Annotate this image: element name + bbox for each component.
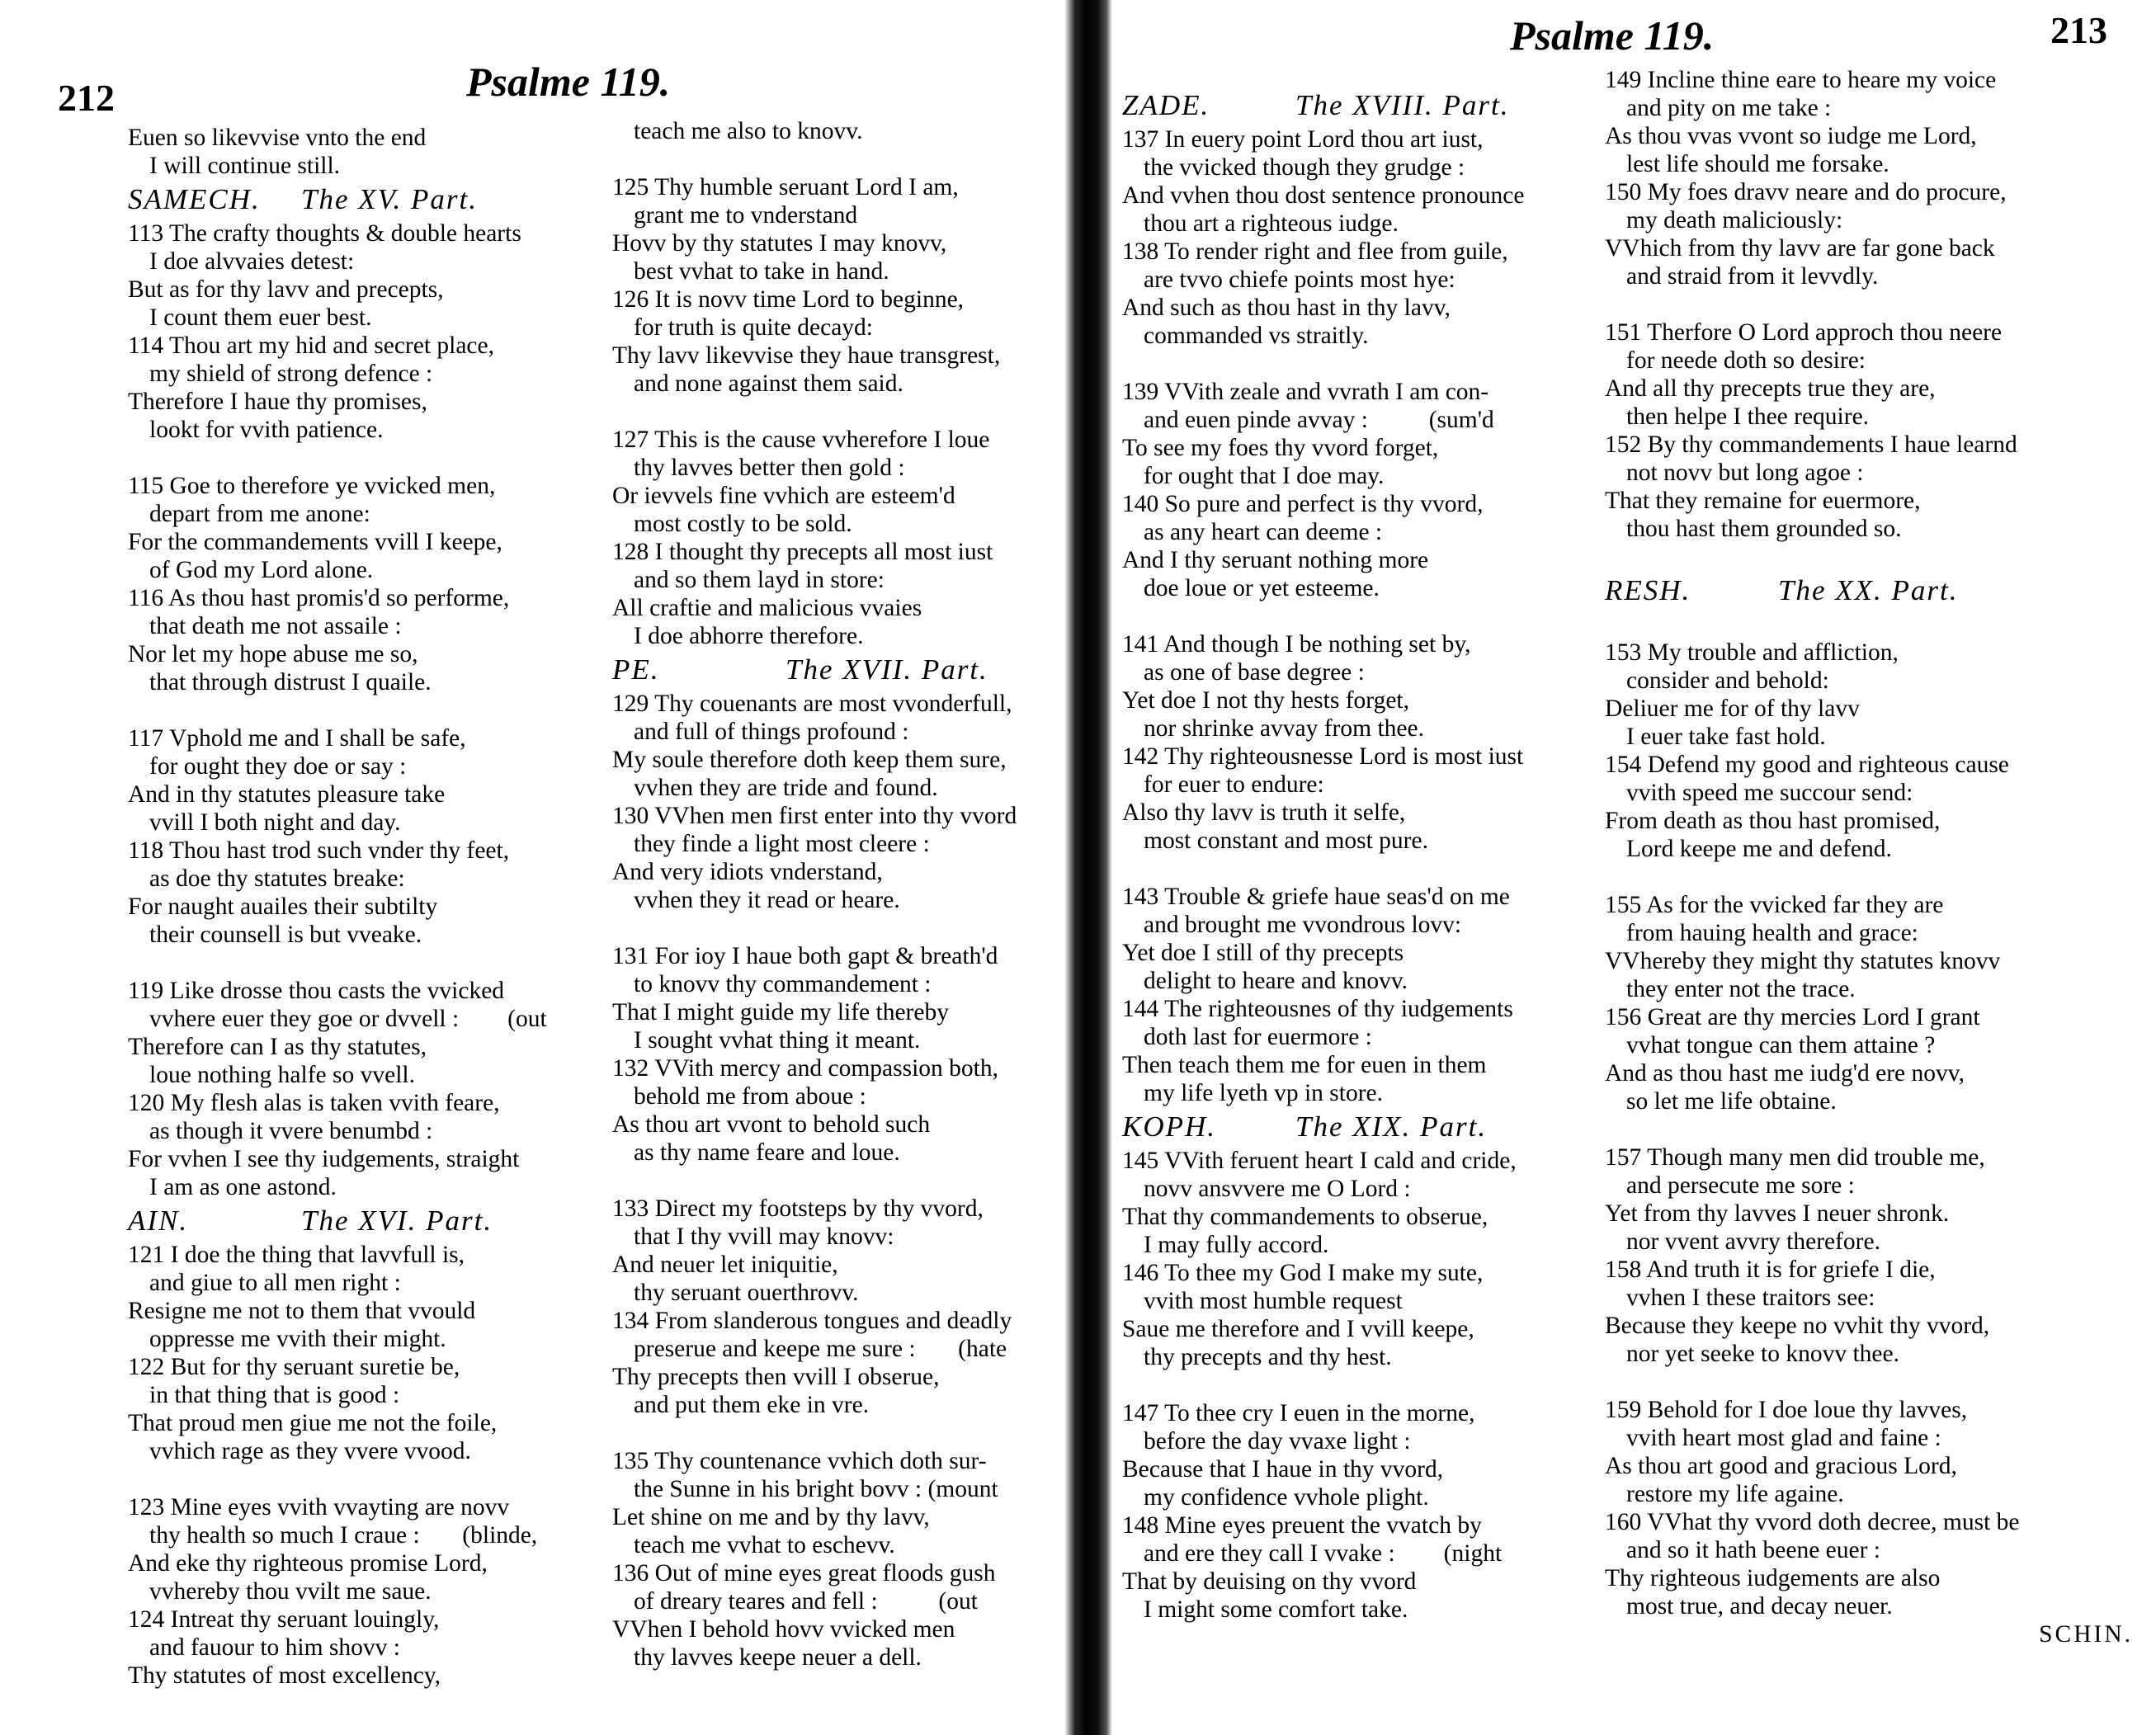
verse-line: and full of things profound : [634,719,909,745]
verse-line: I doe alvvaies detest: [149,248,355,275]
verse-line: vvhen I these traitors see: [1626,1285,1875,1311]
verse-line: I euer take fast hold. [1626,724,1826,750]
right-page-column-1 [1122,86,1609,1624]
verse-line: 123 Mine eyes vvith vvayting are novv [128,1494,510,1520]
verse-line: As thou vvas vvont so iudge me Lord, [1605,123,1977,149]
verse-line: Saue me therefore and I vvill keepe, [1122,1316,1474,1342]
verse-line: my confidence vvhole plight. [1144,1484,1429,1511]
verse-line: vvhen they are tride and found. [634,775,938,801]
verse-line: As thou art vvont to behold such [612,1111,931,1138]
verse-line: for truth is quite decayd: [634,314,874,341]
verse-line: thy lavves better then gold : [634,455,905,481]
verse-line: in that thing that is good : [149,1382,400,1408]
verse-line: VVhich from thy lavv are far gone back [1605,235,1995,262]
verse-line: lest life should me forsake. [1626,151,1889,177]
verse-line: I will continue still. [149,153,341,179]
verse-line: and persecute me sore : [1626,1172,1855,1199]
right-page-number: 213 [2050,9,2107,51]
verse-line: lookt for vvith patience. [149,417,384,443]
verse-line: and fauour to him shovv : [149,1634,400,1661]
stanza-gap [1122,1371,1609,1399]
verse-line: Nor let my hope abuse me so, [128,641,418,667]
verse-line: And neuer let iniquitie, [612,1252,838,1278]
verse-line: And in thy statutes pleasure take [128,781,446,808]
verse-line: Then teach them me for euen in them [1122,1052,1487,1078]
verse-line: doe loue or yet esteeme. [1144,575,1380,601]
verse-line: nor shrinke avvay from thee. [1144,715,1424,742]
stanza-gap [612,145,1074,173]
stanza-gap [1605,863,2141,891]
right-page-column-2 [1605,66,2141,1648]
verse-line: and brought me vvondrous lovv: [1144,912,1462,938]
verse-line: 146 To thee my God I make my sute, [1122,1260,1484,1286]
verse-line: for ought they doe or say : [149,753,407,780]
verse-line: Lord keepe me and defend. [1626,836,1892,862]
verse-line: I count them euer best. [149,304,372,331]
part-heading: The XVIII. Part. [1295,89,1510,121]
verse-line: thy seruant ouerthrovv. [634,1280,859,1306]
verse-line: 126 It is novv time Lord to beginne, [612,286,965,313]
section-heading [612,650,1074,690]
verse-line: of dreary teares and fell : (out [634,1588,978,1615]
verse-line: 142 Thy righteousnesse Lord is most iust [1122,743,1524,770]
verse-line: 135 Thy countenance vvhich doth sur- [612,1448,987,1474]
verse-line: not novv but long agoe : [1626,460,1864,486]
verse-line: thy health so much I craue : (blinde, [149,1522,538,1549]
part-heading: The XIX. Part. [1295,1110,1488,1143]
verse-line: doth last for euermore : [1144,1024,1372,1050]
verse-line: vvith heart most glad and faine : [1626,1425,1941,1451]
verse-line: My soule therefore doth keep them sure, [612,747,1007,773]
verse-line: Deliuer me for of thy lavv [1605,695,1860,722]
verse-line: 115 Goe to therefore ye vvicked men, [128,473,496,499]
verse-line: 150 My foes dravv neare and do procure, [1605,179,2007,205]
section-heading [1122,1107,1609,1147]
verse-line: consider and behold: [1626,667,1829,694]
verse-line: 158 And truth it is for griefe I die, [1605,1256,1936,1283]
verse-line: That thy commandements to obserue, [1122,1204,1488,1230]
verse-line: as thy name feare and loue. [634,1139,900,1166]
part-heading: The XV. Part. [301,183,478,215]
verse-line: And such as thou hast in thy lavv, [1122,295,1451,321]
verse-line: oppresse me vvith their might. [149,1326,446,1352]
verse-line: vvhen they it read or heare. [634,887,900,913]
part-heading: The XVII. Part. [786,653,988,686]
section-heading [128,1201,606,1241]
verse-line: for neede doth so desire: [1626,347,1866,374]
verse-line: 134 From slanderous tongues and deadly [612,1308,1012,1334]
verse-line: delight to heare and knovv. [1144,968,1408,994]
verse-line: 160 VVhat thy vvord doth decree, must be [1605,1509,2020,1535]
verse-line: 117 Vphold me and I shall be safe, [128,725,466,752]
verse-line: my shield of strong defence : [149,361,433,387]
verse-line: And I thy seruant nothing more [1122,547,1429,573]
verse-line: 144 The righteousnes of thy iudgements [1122,996,1513,1022]
hebrew-letter-heading: ZADE. [1122,89,1210,121]
catchword: SCHIN. [2039,1621,2133,1648]
verse-line: vvill I both night and day. [149,809,401,836]
verse-line: 152 By thy commandements I haue learnd [1605,431,2017,458]
section-heading [1122,86,1609,125]
right-running-title: Psalme 119. [1510,12,1715,59]
verse-line: 129 Thy couenants are most vvonderfull, [612,691,1012,717]
verse-line: 133 Direct my footsteps by thy vvord, [612,1195,984,1222]
stanza-gap [1605,1115,2141,1143]
verse-line: preserue and keepe me sure : (hate [634,1336,1007,1362]
verse-line: 140 So pure and perfect is thy vvord, [1122,491,1484,517]
stanza-gap [1605,290,2141,318]
verse-line: Thy righteous iudgements are also [1605,1565,1941,1591]
verse-line: 143 Trouble & griefe haue seas'd on me [1122,884,1510,910]
verse-line: that I thy vvill may knovv: [634,1223,894,1250]
verse-line: 157 Though many men did trouble me, [1605,1144,1985,1171]
verse-line: 149 Incline thine eare to heare my voice [1605,67,1997,93]
verse-line: To see my foes thy vvord forget, [1122,435,1439,461]
hebrew-letter-heading: AIN. [128,1205,189,1237]
verse-line: most costly to be sold. [634,511,852,537]
verse-line: 122 But for thy seruant suretie be, [128,1354,460,1380]
verse-line: 119 Like drosse thou casts the vvicked [128,978,505,1004]
verse-line: VVhereby they might thy statutes knovv [1605,948,2001,974]
verse-line: Or ievvels fine vvhich are esteem'd [612,483,955,509]
verse-line: thy lavves keepe neuer a dell. [634,1644,922,1671]
verse-line: and ere they call I vvake : (night [1144,1540,1503,1567]
verse-line: 151 Therfore O Lord approch thou neere [1605,319,2003,346]
verse-line: Therefore I haue thy promises, [128,389,427,415]
verse-line: most constant and most pure. [1144,827,1428,854]
verse-line: For the commandements vvill I keepe, [128,529,502,555]
verse-line: vvhat tongue can them attaine ? [1626,1032,1936,1058]
verse-line: As thou art good and gracious Lord, [1605,1453,1957,1479]
verse-line: I may fully accord. [1144,1232,1329,1258]
verse-line: and so them layd in store: [634,567,885,593]
verse-line: 145 VVith feruent heart I cald and cride, [1122,1148,1517,1174]
verse-line: their counsell is but vveake. [149,922,422,948]
verse-line: nor vvent avvry therefore. [1626,1228,1880,1255]
stanza-gap [1605,543,2141,571]
verse-line: 130 VVhen men first enter into thy vvord [612,803,1017,829]
verse-line: 113 The crafty thoughts & double hearts [128,220,521,247]
verse-line: they enter not the trace. [1626,976,1856,1002]
verse-line: novv ansvvere me O Lord : [1144,1176,1411,1202]
verse-line: loue nothing halfe so vvell. [149,1062,415,1088]
verse-line: And all thy precepts true they are, [1605,375,1936,402]
verse-line: then helpe I thee require. [1626,403,1870,430]
verse-line: I sought vvhat thing it meant. [634,1027,921,1054]
verse-line: from hauing health and grace: [1626,920,1918,946]
verse-line: 138 To render right and flee from guile, [1122,238,1508,265]
verse-line: 154 Defend my good and righteous cause [1605,752,2009,778]
verse-line: 124 Intreat thy seruant louingly, [128,1606,440,1633]
verse-line: and giue to all men right : [149,1270,401,1296]
left-page-column-2 [612,117,1074,1671]
left-page-number: 212 [58,77,115,119]
verse-line: 131 For ioy I haue both gapt & breath'd [612,943,998,969]
verse-line: the Sunne in his bright bovv : (mount [634,1476,998,1502]
stanza-gap [1605,611,2141,639]
stanza-gap [128,444,606,472]
verse-line: Hovv by thy statutes I may knovv, [612,230,947,257]
verse-line: nor yet seeke to knovv thee. [1626,1341,1899,1367]
verse-line: Therefore can I as thy statutes, [128,1034,427,1060]
stanza-gap [612,914,1074,942]
verse-line: That by deuising on thy vvord [1122,1568,1417,1595]
verse-line: the vvicked though they grudge : [1144,154,1465,181]
hebrew-letter-heading: PE. [612,653,660,686]
verse-line: they finde a light most cleere : [634,831,930,857]
verse-line: thou hast them grounded so. [1626,516,1902,542]
verse-line: I doe abhorre therefore. [634,623,864,649]
verse-line: 114 Thou art my hid and secret place, [128,332,494,359]
verse-line: And very idiots vnderstand, [612,859,883,885]
verse-line: before the day vvaxe light : [1144,1428,1411,1454]
verse-line: as though it vvere benumbd : [149,1118,433,1144]
section-heading [1605,571,2141,611]
verse-line: that death me not assaile : [149,613,402,639]
verse-line: I might some comfort take. [1144,1596,1408,1623]
verse-line: 153 My trouble and affliction, [1605,639,1899,666]
stanza-gap [1122,855,1609,883]
stanza-gap [128,949,606,977]
verse-line: as any heart can deeme : [1144,519,1383,545]
verse-line: 120 My flesh alas is taken vvith feare, [128,1090,500,1116]
verse-line: I am as one astond. [149,1174,337,1200]
verse-line: thy precepts and thy hest. [1144,1344,1392,1370]
verse-line: Yet from thy lavves I neuer shronk. [1605,1200,1950,1227]
verse-line: 136 Out of mine eyes great floods gush [612,1560,996,1586]
verse-line: Thy lavv likevvise they haue transgrest, [612,342,1001,369]
verse-line: 148 Mine eyes preuent the vvatch by [1122,1512,1482,1539]
verse-line: Resigne me not to them that vvould [128,1298,476,1324]
part-heading: The XX. Part. [1778,574,1959,606]
verse-line: my life lyeth vp in store. [1144,1080,1384,1106]
verse-line: 127 This is the cause vvherefore I loue [612,427,990,453]
verse-line: vvhich rage as they vvere vvood. [149,1438,471,1464]
stanza-gap [612,398,1074,426]
verse-line: for ought that I doe may. [1144,463,1385,489]
verse-line: and put them eke in vre. [634,1392,870,1418]
verse-line: And vvhen thou dost sentence pronounce [1122,182,1525,209]
verse-line: most true, and decay neuer. [1626,1593,1893,1619]
stanza-gap [1122,602,1609,630]
verse-line: and straid from it levvdly. [1626,263,1879,290]
left-page-column-1 [128,124,606,1690]
verse-line: teach me vvhat to eschevv. [634,1532,895,1558]
verse-line: Because that I haue in thy vvord, [1122,1456,1444,1483]
verse-line: That I might guide my life thereby [612,999,949,1025]
verse-line: For naught auailes their subtilty [128,893,438,920]
verse-line: 137 In euery point Lord thou art iust, [1122,126,1484,153]
verse-line: That they remaine for euermore, [1605,488,1921,514]
verse-line: of God my Lord alone. [149,557,374,583]
verse-line: From death as thou hast promised, [1605,808,1941,834]
verse-line: Euen so likevvise vnto the end [128,125,427,151]
part-heading: The XVI. Part. [301,1205,493,1237]
verse-line: 118 Thou hast trod such vnder thy feet, [128,837,510,864]
verse-line: Thy statutes of most excellency, [128,1662,441,1689]
verse-line: restore my life againe. [1626,1481,1844,1507]
verse-line: 116 As thou hast promis'd so performe, [128,585,510,611]
stanza-gap [1605,1368,2141,1396]
verse-line: That proud men giue me not the foile, [128,1410,498,1436]
verse-line: 121 I doe the thing that lavvfull is, [128,1242,465,1268]
verse-line: my death maliciously: [1626,207,1843,233]
verse-line: to knovv thy commandement : [634,971,932,997]
verse-line: vvhereby thou vvilt me saue. [149,1578,432,1605]
hebrew-letter-heading: RESH. [1605,574,1691,606]
verse-line: All craftie and malicious vvaies [612,595,922,621]
verse-line: best vvhat to take in hand. [634,258,889,285]
verse-line: Thy precepts then vvill I obserue, [612,1364,940,1390]
verse-line: Yet doe I not thy hests forget, [1122,687,1409,714]
verse-line: so let me life obtaine. [1626,1088,1837,1115]
verse-line: depart from me anone: [149,501,370,527]
hebrew-letter-heading: KOPH. [1122,1110,1217,1143]
verse-line: And as thou hast me iudg'd ere novv, [1605,1060,1965,1087]
left-running-title: Psalme 119. [466,59,671,105]
verse-line: 125 Thy humble seruant Lord I am, [612,174,959,200]
verse-line: 156 Great are thy mercies Lord I grant [1605,1004,1980,1030]
verse-line: For vvhen I see thy iudgements, straight [128,1146,520,1172]
verse-line: 155 As for the vvicked far they are [1605,892,1944,918]
verse-line: 132 VVith mercy and compassion both, [612,1055,998,1082]
verse-line: vvhere euer they goe or dvvell : (out [149,1006,547,1032]
verse-line: vvith most humble request [1144,1288,1403,1314]
verse-line: teach me also to knovv. [634,118,863,144]
verse-line: and pity on me take : [1626,95,1832,121]
verse-line: VVhen I behold hovv vvicked men [612,1616,955,1643]
stanza-gap [612,1419,1074,1447]
verse-line: vvith speed me succour send: [1626,780,1913,806]
verse-line: thou art a righteous iudge. [1144,210,1399,237]
verse-line: as one of base degree : [1144,659,1365,686]
verse-line: and none against them said. [634,370,903,397]
verse-line: Also thy lavv is truth it selfe, [1122,799,1406,826]
stanza-gap [1122,350,1609,378]
hebrew-letter-heading: SAMECH. [128,183,261,215]
verse-line: 139 VVith zeale and vvrath I am con- [1122,379,1489,405]
verse-line: 128 I thought thy precepts all most iust [612,539,993,565]
verse-line: 141 And though I be nothing set by, [1122,631,1471,658]
verse-line: Let shine on me and by thy lavv, [612,1504,930,1530]
verse-line: that through distrust I quaile. [149,669,432,695]
stanza-gap [128,696,606,724]
verse-line: are tvvo chiefe points most hye: [1144,266,1455,293]
verse-line: Because they keepe no vvhit thy vvord, [1605,1313,1990,1339]
verse-line: for euer to endure: [1144,771,1324,798]
verse-line: commanded vs straitly. [1144,323,1369,349]
verse-line: as doe thy statutes breake: [149,865,405,892]
verse-line: But as for thy lavv and precepts, [128,276,444,303]
verse-line: grant me to vnderstand [634,202,858,229]
verse-line: behold me from aboue : [634,1083,866,1110]
verse-line: 159 Behold for I doe loue thy lavves, [1605,1397,1968,1423]
stanza-gap [128,1465,606,1493]
verse-line: 147 To thee cry I euen in the morne, [1122,1400,1475,1426]
verse-line: and so it hath beene euer : [1626,1537,1880,1563]
verse-line: Yet doe I still of thy precepts [1122,940,1404,966]
stanza-gap [612,1167,1074,1195]
verse-line: and euen pinde avvay : (sum'd [1144,407,1494,433]
section-heading [128,180,606,219]
verse-line: And eke thy righteous promise Lord, [128,1550,488,1577]
